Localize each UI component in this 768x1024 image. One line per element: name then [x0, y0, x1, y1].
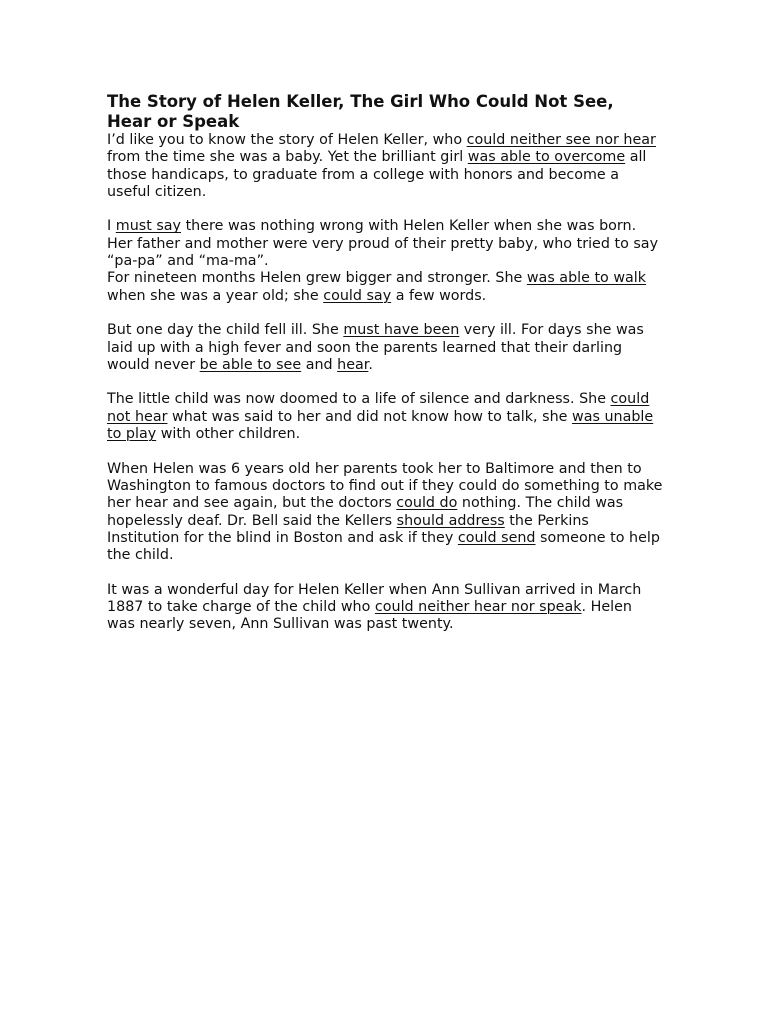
text-run: someone to help the child. [107, 529, 660, 564]
text-run: what was said to her and did not know how to talk, she [167, 408, 572, 425]
underlined-phrase: was able to overcome [467, 149, 626, 166]
underlined-phrase: be able to see [199, 356, 302, 373]
text-run: the Perkins Institution for the blind in Boston and ask if they [107, 512, 589, 546]
underlined-phrase: was able to walk [526, 270, 647, 287]
text-run: when she was a year old; she [107, 287, 324, 304]
text-run: with other children. [156, 426, 301, 443]
underlined-phrase: could neither see nor hear [466, 132, 656, 148]
text-run: . [368, 356, 373, 373]
paragraph [107, 270, 663, 305]
text-run: nothing. The child was hopelessly deaf. Dr. Bell said the Kellers [107, 495, 624, 529]
text-run: all those handicaps, to graduate from a college with honors and become a useful citizen. [107, 149, 647, 200]
underlined-phrase: must say [115, 218, 182, 235]
text-run: . Helen was nearly seven, Ann Sullivan was past twenty. [107, 599, 632, 633]
document-page [107, 92, 663, 651]
paragraph [107, 218, 663, 270]
text-run: I [107, 218, 116, 235]
text-run: I’d like you to know the story of Helen Keller, who [107, 132, 467, 148]
underlined-phrase: hear [337, 356, 369, 373]
text-run: very ill. For days she was laid up with a high fever and soon the parents learned that their darling would never [107, 322, 644, 373]
text-run: from the time she was a baby. Yet the brilliant girl [107, 149, 468, 166]
text-run: It was a wonderful day for Helen Keller when Ann Sullivan arrived in March 1887 to take charge of the child who [107, 581, 642, 616]
text-run: When Helen was 6 years old her parents took her to Baltimore and then to Washington to famous doctors to find out if they could do something to make her hear and see again, but the doctors [107, 460, 663, 512]
underlined-phrase: should address [396, 512, 505, 529]
document-body [107, 132, 663, 634]
text-run: The little child was now doomed to a life of silence and darkness. She [107, 391, 611, 408]
underlined-phrase: must have been [343, 322, 460, 339]
paragraph [107, 582, 663, 634]
paragraph [107, 322, 663, 374]
underlined-phrase: was unable to play [107, 408, 654, 443]
text-run: there was nothing wrong with Helen Keller when she was born. Her father and mother were very proud of their pretty baby, who tried to say “pa-pa” and “ma-ma”. [107, 218, 659, 270]
text-run: But one day the child fell ill. She [107, 322, 344, 339]
underlined-phrase: could neither hear nor speak [374, 599, 582, 616]
text-run: and [301, 356, 338, 373]
underlined-phrase: could send [457, 529, 536, 546]
text-run: a few words. [391, 287, 487, 304]
paragraph [107, 391, 663, 443]
paragraph [107, 132, 663, 201]
underlined-phrase: could not hear [107, 391, 650, 425]
paragraph [107, 461, 663, 565]
underlined-phrase: could do [396, 495, 458, 512]
document-title: The Story of Helen Keller, The Girl Who Could Not See, Hear or Speak [107, 92, 614, 131]
underlined-phrase: could say [323, 287, 392, 304]
text-run: For nineteen months Helen grew bigger and stronger. She [107, 270, 527, 287]
